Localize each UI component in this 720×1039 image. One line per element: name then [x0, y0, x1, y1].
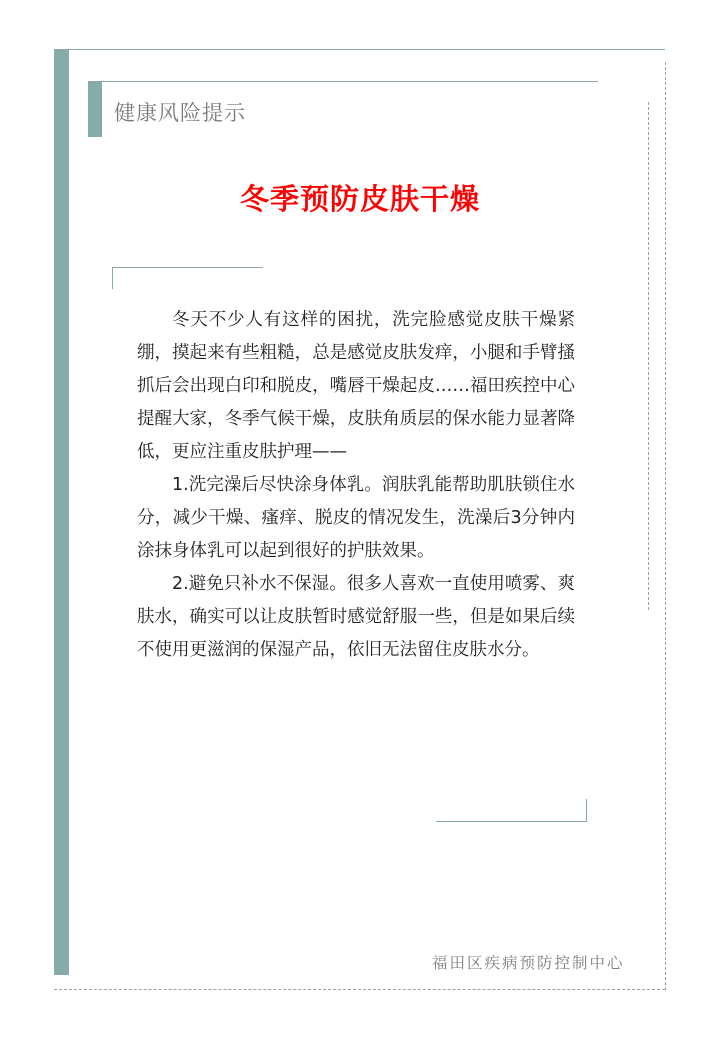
- article-body: [137, 304, 575, 667]
- bottom-right-corner-bracket-vertical: [586, 799, 587, 822]
- article-title: 冬季预防皮肤干燥: [239, 182, 480, 216]
- top-left-corner-bracket: [112, 267, 263, 268]
- bottom-right-corner-bracket: [436, 821, 587, 822]
- section-label: 健康风险提示: [114, 101, 246, 125]
- article-paragraph-tip-2: 2.避免只补水不保湿。很多人喜欢一直使用喷雾、爽肤水，确实可以让皮肤暂时感觉舒服一些，但是如果后续不使用更滋润的保湿产品，依旧无法留住皮肤水分。: [137, 574, 575, 660]
- top-left-corner-bracket-vertical: [112, 267, 113, 289]
- article-paragraph-tip-1: 1.洗完澡后尽快涂身体乳。润肤乳能帮助肌肤锁住水分，减少干燥、瘙痒、脱皮的情况发生，洗澡后3分钟内涂抹身体乳可以起到很好的护肤效果。: [137, 475, 575, 561]
- header-top-line: [102, 81, 598, 82]
- article-paragraph-intro: 冬天不少人有这样的困扰，洗完脸感觉皮肤干燥紧绷，摸起来有些粗糙，总是感觉皮肤发痒，小腿和手臂搔抓后会出现白印和脱皮，嘴唇干燥起皮……福田疾控中心提醒大家，冬季气候干燥，皮肤角质层的保水能力显著降低，更应注重皮肤护理——: [137, 310, 575, 462]
- header-accent-block: [88, 81, 102, 137]
- footer-organization: 福田区疾病预防控制中心: [432, 954, 625, 972]
- bottom-dashed-border: [54, 989, 665, 990]
- top-border-line: [69, 49, 665, 50]
